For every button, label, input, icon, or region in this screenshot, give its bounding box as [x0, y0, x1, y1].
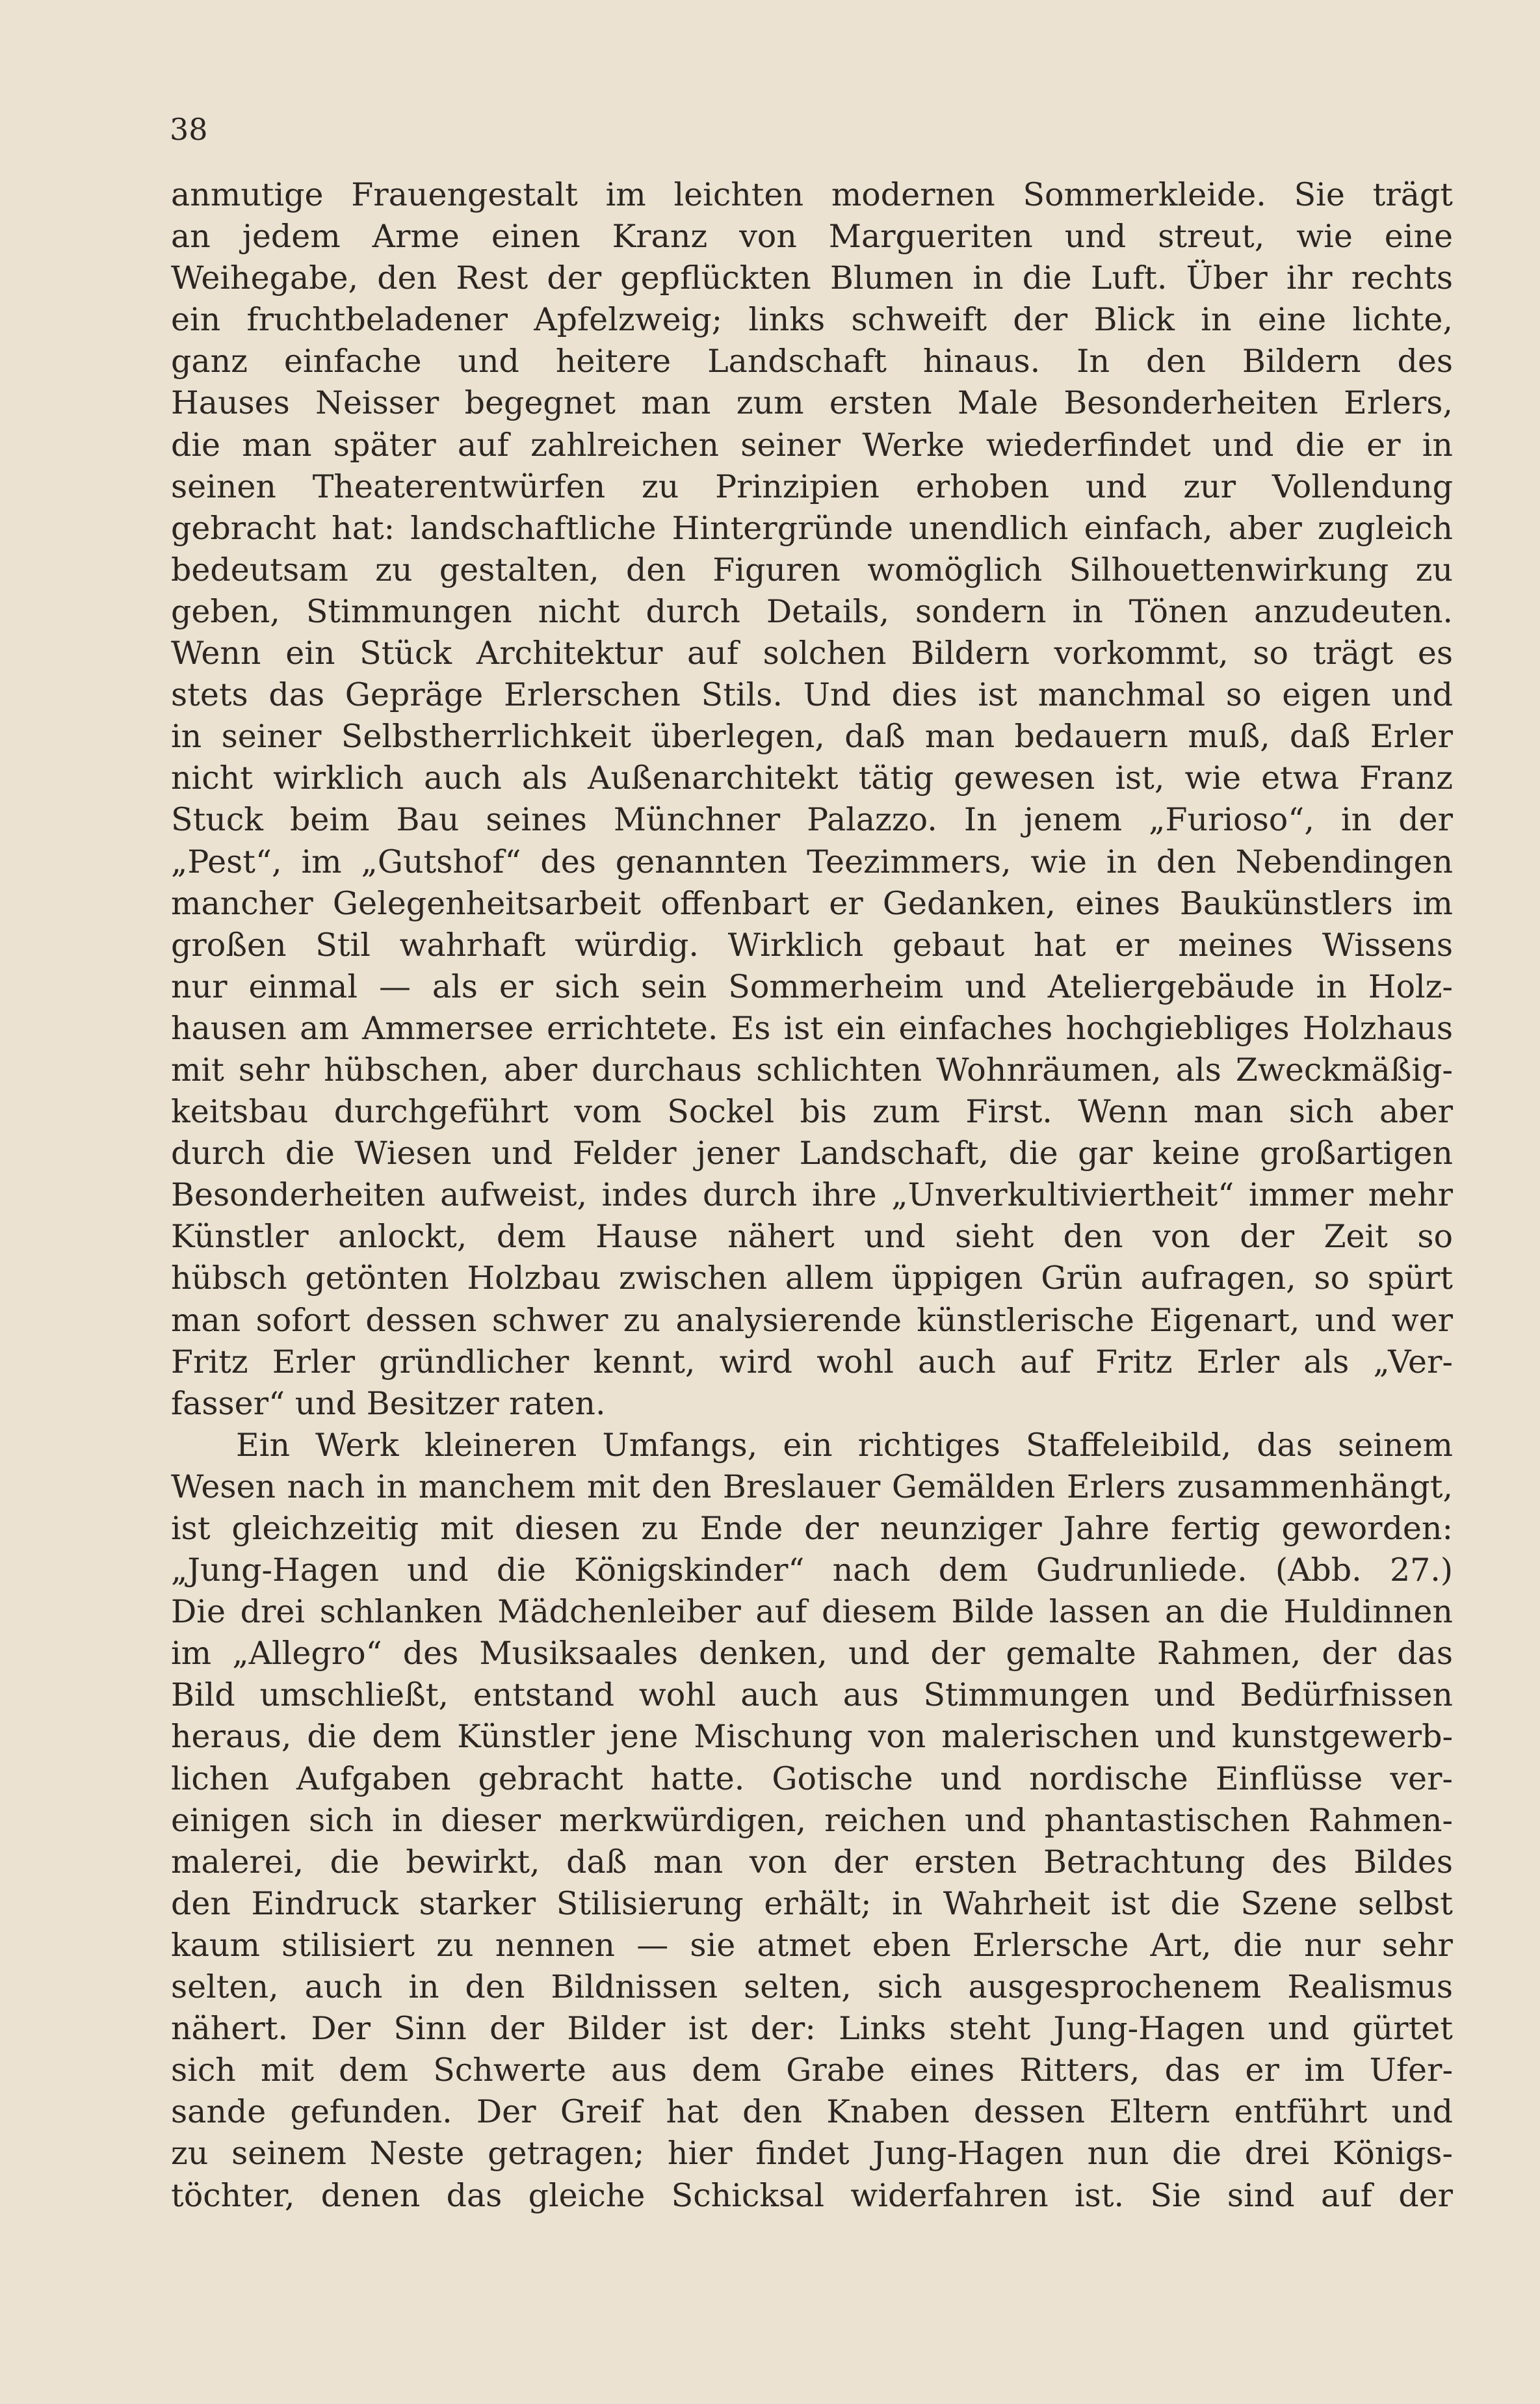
text-line: einigen sich in dieser merkwürdigen, reichen und phantastischen Rahmen- [171, 1801, 1453, 1839]
text-line: den Eindruck starker Stilisierung erhält; in Wahrheit ist die Szene selbst [171, 1884, 1453, 1922]
text-line: Hauses Neisser begegnet man zum ersten Male Besonderheiten Erlers, [171, 384, 1453, 422]
text-line: keitsbau durchgeführt vom Sockel bis zum First. Wenn man sich aber [171, 1093, 1453, 1131]
text-line: heraus, die dem Künstler jene Mischung von malerischen und kunstgewerb- [171, 1718, 1453, 1756]
text-line: sande gefunden. Der Greif hat den Knaben dessen Eltern entführt und [171, 2093, 1453, 2131]
text-line: fasser“ und Besitzer raten. [171, 1384, 606, 1422]
text-line: seinen Theaterentwürfen zu Prinzipien erhoben und zur Vollendung [171, 468, 1453, 505]
text-line: „Pest“, im „Gutshof“ des genannten Teezimmers, wie in den Nebendingen [171, 843, 1453, 880]
text-line: malerei, die bewirkt, daß man von der ersten Betrachtung des Bildes [171, 1843, 1453, 1881]
text-line: töchter, denen das gleiche Schicksal widerfahren ist. Sie sind auf der [171, 2176, 1453, 2214]
text-line: „Jung-Hagen und die Königskinder“ nach dem Gudrunliede. (Abb. 27.) [171, 1552, 1453, 1589]
text-line: mit sehr hübschen, aber durchaus schlichten Wohnräumen, als Zweckmäßig- [171, 1051, 1453, 1089]
text-line: mancher Gelegenheitsarbeit offenbart er Gedanken, eines Baukünstlers im [171, 884, 1453, 922]
text-line: zu seinem Neste getragen; hier findet Jung-Hagen nun die drei Königs- [171, 2135, 1453, 2173]
text-line: im „Allegro“ des Musiksaales denken, und der gemalte Rahmen, der das [171, 1635, 1453, 1672]
text-line: nicht wirklich auch als Außenarchitekt tätig gewesen ist, wie etwa Franz [171, 760, 1453, 797]
text-line: kaum stilisiert zu nennen — sie atmet eben Erlersche Art, die nur sehr [171, 1926, 1453, 1964]
text-line: hausen am Ammersee errichtete. Es ist ein einfaches hochgiebliges Holzhaus [171, 1009, 1453, 1047]
text-line: Die drei schlanken Mädchenleiber auf diesem Bilde lassen an die Huldinnen [171, 1593, 1453, 1631]
text-line: nur einmal — als er sich sein Sommerheim und Ateliergebäude in Holz- [171, 968, 1453, 1005]
text-line: Künstler anlockt, dem Hause nähert und sieht den von der Zeit so [171, 1218, 1453, 1256]
text-line: durch die Wiesen und Felder jener Landschaft, die gar keine großartigen [171, 1135, 1453, 1172]
text-line: Wesen nach in manchem mit den Breslauer Gemälden Erlers zusammenhängt, [171, 1468, 1453, 1505]
text-line: Bild umschließt, entstand wohl auch aus Stimmungen und Bedürfnissen [171, 1676, 1453, 1714]
text-line: an jedem Arme einen Kranz von Margueriten und streut, wie eine [171, 218, 1453, 256]
text-line: anmutige Frauengestalt im leichten modernen Sommerkleide. Sie trägt [171, 176, 1453, 213]
text-line: sich mit dem Schwerte aus dem Grabe eines Ritters, das er im Ufer- [171, 2052, 1453, 2089]
text-line: geben, Stimmungen nicht durch Details, sondern in Tönen anzudeuten. [171, 592, 1453, 630]
text-line: ein fruchtbeladener Apfelzweig; links schweift der Blick in eine lichte, [171, 301, 1453, 339]
text-line: Weihegabe, den Rest der gepflückten Blumen in die Luft. Über ihr rechts [171, 259, 1453, 297]
text-line: in seiner Selbstherrlichkeit überlegen, daß man bedauern muß, daß Erler [171, 718, 1453, 756]
text-line: Fritz Erler gründlicher kennt, wird wohl auch auf Fritz Erler als „Ver- [171, 1343, 1453, 1380]
text-line: Wenn ein Stück Architektur auf solchen Bildern vorkommt, so trägt es [171, 635, 1453, 672]
body-text [171, 174, 1453, 2217]
text-line: Stuck beim Bau seines Münchner Palazzo. In jenem „Furioso“, in der [171, 801, 1453, 839]
text-line: hübsch getönten Holzbau zwischen allem üppigen Grün aufragen, so spürt [171, 1260, 1453, 1297]
text-line: selten, auch in den Bildnissen selten, sich ausgesprochenem Realismus [171, 1968, 1453, 2006]
text-line: bedeutsam zu gestalten, den Figuren womöglich Silhouettenwirkung zu [171, 551, 1453, 588]
text-line: großen Stil wahrhaft würdig. Wirklich gebaut hat er meines Wissens [171, 926, 1453, 964]
text-line: Ein Werk kleineren Umfangs, ein richtiges Staffeleibild, das seinem [236, 1426, 1453, 1464]
text-line: nähert. Der Sinn der Bilder ist der: Links steht Jung-Hagen und gürtet [171, 2010, 1453, 2048]
page-number: 38 [170, 112, 208, 147]
text-line: man sofort dessen schwer zu analysierende künstlerische Eigenart, und wer [171, 1301, 1453, 1339]
text-line: gebracht hat: landschaftliche Hintergründe unendlich einfach, aber zugleich [171, 509, 1453, 547]
text-line: ist gleichzeitig mit diesen zu Ende der neunziger Jahre fertig geworden: [171, 1510, 1453, 1547]
text-line: lichen Aufgaben gebracht hatte. Gotische und nordische Einflüsse ver- [171, 1760, 1453, 1797]
text-line: die man später auf zahlreichen seiner Werke wiederfindet und die er in [171, 426, 1453, 464]
text-line: Besonderheiten aufweist, indes durch ihre „Unverkultiviertheit“ immer mehr [171, 1176, 1453, 1214]
text-line: ganz einfache und heitere Landschaft hinaus. In den Bildern des [171, 343, 1453, 380]
text-line: stets das Gepräge Erlerschen Stils. Und dies ist manchmal so eigen und [171, 676, 1453, 714]
